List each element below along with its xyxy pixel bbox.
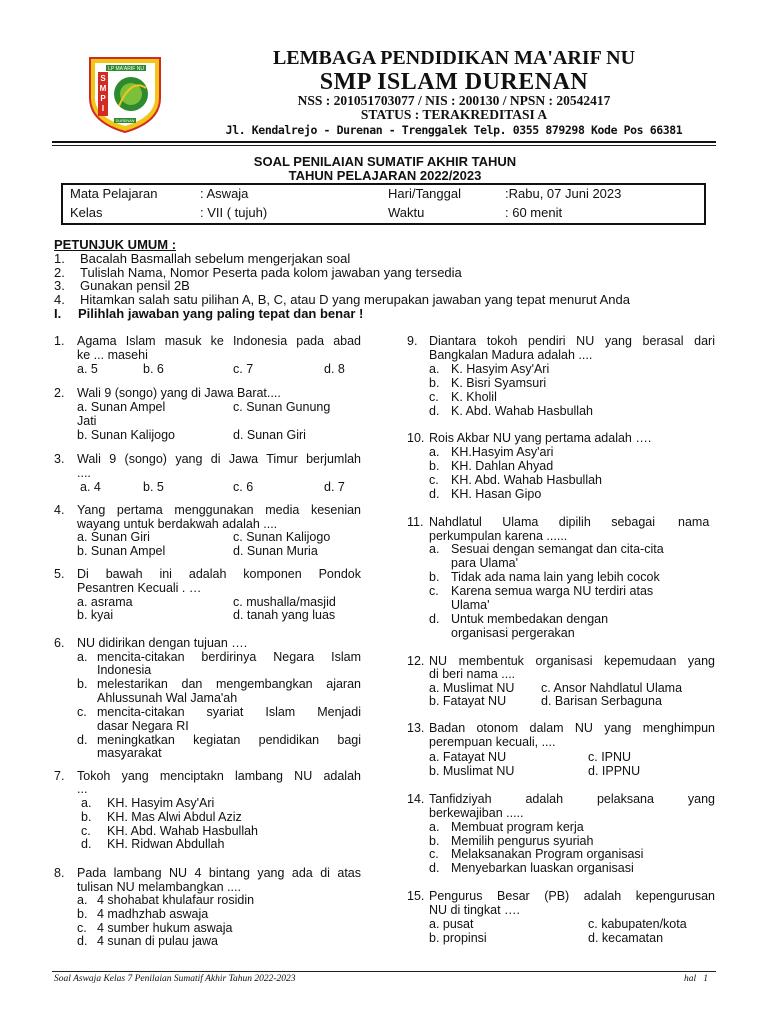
question-4-option-a[interactable]: a. Sunan Giri <box>77 530 150 544</box>
question-14-option-a-key[interactable]: a. <box>429 820 440 834</box>
question-15-option-b[interactable]: b. propinsi <box>429 931 487 945</box>
question-6-number: 6. <box>54 636 65 650</box>
question-6-option-a[interactable]: mencita-citakan berdirinya Negara Islam <box>97 650 361 664</box>
question-5-option-a[interactable]: a. asrama <box>77 595 133 609</box>
question-3-option-b[interactable]: b. 5 <box>143 480 164 494</box>
question-2-text: Wali 9 (songo) yang di Jawa Barat.... <box>77 386 281 400</box>
question-13-option-a[interactable]: a. Fatayat NU <box>429 750 507 764</box>
question-1-number: 1. <box>54 334 65 348</box>
question-13-option-b[interactable]: b. Muslimat NU <box>429 764 515 778</box>
question-9-option-c[interactable]: K. Kholil <box>451 390 497 404</box>
question-15-text-2: NU di tingkat …. <box>429 903 521 917</box>
question-4-number: 4. <box>54 503 65 517</box>
question-7-text-2: ... <box>77 782 88 796</box>
question-2-option-c-cont: Jati <box>77 414 97 428</box>
question-9-text-2: Bangkalan Madura adalah .... <box>429 348 593 362</box>
question-15-number: 15. <box>407 889 425 903</box>
info-value-class: : VII ( tujuh) <box>200 205 268 220</box>
question-3-option-d[interactable]: d. 7 <box>324 480 345 494</box>
question-11-option-c-key[interactable]: c. <box>429 584 439 598</box>
instructions-title: PETUNJUK UMUM : <box>54 237 177 252</box>
question-6-option-a-key[interactable]: a. <box>77 650 88 664</box>
question-11-text-2: perkumpulan karena ...... <box>429 529 568 543</box>
question-3-option-c[interactable]: c. 6 <box>233 480 254 494</box>
question-4-option-b[interactable]: b. Sunan Ampel <box>77 544 166 558</box>
question-9-text: Diantara tokoh pendiri NU yang berasal dari <box>429 334 715 348</box>
question-3-text: Wali 9 (songo) yang di Jawa Timur berjumlah <box>77 452 361 466</box>
question-6-option-d[interactable]: meningkatkan kegiatan pendidikan bagi <box>97 733 361 747</box>
question-9-option-b-key[interactable]: b. <box>429 376 440 390</box>
question-7-option-b[interactable]: KH. Mas Alwi Abdul Aziz <box>107 810 242 824</box>
question-5-option-d[interactable]: d. tanah yang luas <box>233 608 336 622</box>
question-8-option-d[interactable]: 4 sunan di pulau jawa <box>97 934 218 948</box>
question-8-option-c-key[interactable]: c. <box>77 921 87 935</box>
svg-text:DURENAN: DURENAN <box>115 119 135 123</box>
school-ids: NSS : 201051703077 / NIS : 200130 / NPSN : 20542417 <box>297 93 611 108</box>
svg-text:S: S <box>100 74 106 83</box>
instruction-num-4: 4. <box>54 292 65 307</box>
question-11-option-d-cont: organisasi pergerakan <box>451 626 575 640</box>
footer-divider <box>52 971 716 972</box>
question-7-option-d[interactable]: KH. Ridwan Abdullah <box>107 837 225 851</box>
question-9-number: 9. <box>407 334 418 348</box>
svg-text:P: P <box>100 94 106 103</box>
question-1-text-2: ke ... masehi <box>77 348 148 362</box>
question-15-option-d[interactable]: d. kecamatan <box>588 931 664 945</box>
question-12-number: 12. <box>407 654 425 668</box>
question-1-option-d[interactable]: d. 8 <box>324 362 345 376</box>
question-10-option-b[interactable]: KH. Dahlan Ahyad <box>451 459 554 473</box>
question-15-option-a[interactable]: a. pusat <box>429 917 474 931</box>
question-14-text-2: berkewajiban ..... <box>429 806 524 820</box>
question-11-option-a-cont: para Ulama' <box>451 556 518 570</box>
question-10-option-c[interactable]: KH. Abd. Wahab Hasbullah <box>451 473 603 487</box>
question-15-text: Pengurus Besar (PB) adalah kepengurusan <box>429 889 715 903</box>
page-number: hal 1 <box>684 974 709 984</box>
instruction-3: Gunakan pensil 2B <box>80 278 190 293</box>
info-label-date: Hari/Tanggal <box>388 186 461 201</box>
svg-text:LP MA'ARIF NU: LP MA'ARIF NU <box>108 66 144 72</box>
question-3-number: 3. <box>54 452 65 466</box>
question-2-option-b[interactable]: b. Sunan Kalijogo <box>77 428 175 442</box>
question-7-option-c[interactable]: KH. Abd. Wahab Hasbullah <box>107 824 259 838</box>
info-value-time: : 60 menit <box>505 205 563 220</box>
question-8-option-b-key[interactable]: b. <box>77 907 88 921</box>
school-name: SMP ISLAM DURENAN <box>319 69 589 95</box>
question-7-option-c-key[interactable]: c. <box>81 824 91 838</box>
question-5-number: 5. <box>54 567 65 581</box>
question-1-text: Agama Islam masuk ke Indonesia pada abad <box>77 334 361 348</box>
exam-year: TAHUN PELAJARAN 2022/2023 <box>288 168 482 183</box>
question-1-option-a[interactable]: a. 5 <box>77 362 98 376</box>
question-14-option-c[interactable]: Melaksanakan Program organisasi <box>451 847 644 861</box>
question-11-option-a-key[interactable]: a. <box>429 542 440 556</box>
question-5-text: Di bawah ini adalah komponen Pondok <box>77 567 361 581</box>
question-6-option-c[interactable]: mencita-citakan syariat Islam Menjadi <box>97 705 361 719</box>
school-logo <box>86 54 164 134</box>
question-14-option-b[interactable]: Memilih pengurus syuriah <box>451 834 594 848</box>
question-12-option-b[interactable]: b. Fatayat NU <box>429 694 507 708</box>
question-8-option-d-key[interactable]: d. <box>77 934 88 948</box>
question-14-option-a[interactable]: Membuat program kerja <box>451 820 584 834</box>
school-address: Jl. Kendalrejo - Durenan - Trenggalek Telp. 0355 879298 Kode Pos 66381 <box>225 123 683 137</box>
question-14-option-b-key[interactable]: b. <box>429 834 440 848</box>
question-14-text: Tanfidziyah adalah pelaksana yang <box>429 792 715 806</box>
svg-text:I: I <box>101 104 105 113</box>
footer-left: Soal Aswaja Kelas 7 Penilaian Sumatif Akhir Tahun 2022-2023 <box>54 974 296 984</box>
question-6-option-b-cont: Ahlussunah Wal Jama'ah <box>97 691 238 705</box>
question-9-option-a[interactable]: K. Hasyim Asy'Ari <box>451 362 550 376</box>
question-8-text: Pada lambang NU 4 bintang yang ada di atas <box>77 866 361 880</box>
question-11-text: Nahdlatul Ulama dipilih sebagai <box>429 515 655 529</box>
question-6-option-a-cont: Indonesia <box>97 663 152 677</box>
question-7-text: Tokoh yang menciptakn lambang NU adalah <box>77 769 361 783</box>
question-5-option-c[interactable]: c. mushalla/masjid <box>233 595 336 609</box>
question-11-option-d[interactable]: Untuk membedakan dengan <box>451 612 609 626</box>
question-14-number: 14. <box>407 792 425 806</box>
question-6-option-b[interactable]: melestarikan dan mengembangkan ajaran <box>97 677 361 691</box>
question-1-option-c[interactable]: c. 7 <box>233 362 254 376</box>
question-6-option-d-cont: masyarakat <box>97 746 162 760</box>
question-8-option-a[interactable]: 4 shohabat khulafaur rosidin <box>97 893 255 907</box>
instruction-2: Tulislah Nama, Nomor Peserta pada kolom jawaban yang tersedia <box>80 265 462 280</box>
question-10-option-d[interactable]: KH. Hasan Gipo <box>451 487 542 501</box>
header-divider <box>52 141 716 143</box>
info-value-subject: : Aswaja <box>200 186 249 201</box>
question-12-text: NU membentuk organisasi kepemudaan yang <box>429 654 715 668</box>
question-11-option-d-key[interactable]: d. <box>429 612 440 626</box>
question-10-number: 10. <box>407 431 425 445</box>
exam-title: SOAL PENILAIAN SUMATIF AKHIR TAHUN <box>253 154 517 169</box>
question-8-option-a-key[interactable]: a. <box>77 893 88 907</box>
header-divider-thin <box>52 145 716 146</box>
question-2-option-c[interactable]: c. Sunan Gunung <box>233 400 331 414</box>
info-label-time: Waktu <box>388 205 425 220</box>
question-2-option-d[interactable]: d. Sunan Giri <box>233 428 306 442</box>
question-2-option-a[interactable]: a. Sunan Ampel <box>77 400 166 414</box>
question-2-number: 2. <box>54 386 65 400</box>
section-title: Pilihlah jawaban yang paling tepat dan benar ! <box>78 306 364 321</box>
instruction-1: Bacalah Basmallah sebelum mengerjakan soal <box>80 251 351 266</box>
question-13-number: 13. <box>407 721 425 735</box>
question-1-option-b[interactable]: b. 6 <box>143 362 164 376</box>
question-11-text-end: nama <box>678 515 710 529</box>
info-value-date: :Rabu, 07 Juni 2023 <box>505 186 622 201</box>
question-7-number: 7. <box>54 769 65 783</box>
question-7-option-d-key[interactable]: d. <box>81 837 92 851</box>
instruction-4: Hitamkan salah satu pilihan A, B, C, atau D yang merupakan jawaban yang tepat menurut Anda <box>80 292 630 307</box>
question-10-option-c-key[interactable]: c. <box>429 473 439 487</box>
question-9-option-a-key[interactable]: a. <box>429 362 440 376</box>
svg-text:M: M <box>99 84 107 93</box>
question-12-option-a[interactable]: a. Muslimat NU <box>429 681 515 695</box>
question-4-text: Yang pertama menggunakan media kesenian <box>77 503 361 517</box>
question-4-text-2: wayang untuk berdakwah adalah .... <box>77 517 278 531</box>
question-13-text: Badan otonom dalam NU yang menghimpun <box>429 721 715 735</box>
section-number: I. <box>54 306 62 321</box>
instruction-num-2: 2. <box>54 265 65 280</box>
question-6-option-c-key[interactable]: c. <box>77 705 87 719</box>
question-12-text-2: di beri nama .... <box>429 667 516 681</box>
question-11-number: 11. <box>407 515 424 529</box>
instruction-num-1: 1. <box>54 251 65 266</box>
question-5-text-2: Pesantren Kecuali . … <box>77 581 202 595</box>
question-6-option-c-cont: dasar Negara RI <box>97 719 189 733</box>
info-label-subject: Mata Pelajaran <box>70 186 158 201</box>
question-9-option-b[interactable]: K. Bisri Syamsuri <box>451 376 547 390</box>
question-9-option-c-key[interactable]: c. <box>429 390 439 404</box>
question-7-option-b-key[interactable]: b. <box>81 810 92 824</box>
question-11-option-a[interactable]: Sesuai dengan semangat dan cita-cita <box>451 542 664 556</box>
question-14-option-d-key[interactable]: d. <box>429 861 440 875</box>
question-8-number: 8. <box>54 866 65 880</box>
question-3-text-2: .... <box>77 466 91 480</box>
question-7-option-a-key[interactable]: a. <box>81 796 92 810</box>
question-6-option-b-key[interactable]: b. <box>77 677 88 691</box>
question-9-option-d[interactable]: K. Abd. Wahab Hasbullah <box>451 404 593 418</box>
question-7-option-a[interactable]: KH. Hasyim Asy'Ari <box>107 796 215 810</box>
question-12-option-d[interactable]: d. Barisan Serbaguna <box>541 694 662 708</box>
question-10-option-a[interactable]: KH.Hasyim Asy'ari <box>451 445 554 459</box>
question-10-option-a-key[interactable]: a. <box>429 445 440 459</box>
instruction-num-3: 3. <box>54 278 65 293</box>
question-6-text: NU didirikan dengan tujuan …. <box>77 636 248 650</box>
question-13-option-d[interactable]: d. IPPNU <box>588 764 641 778</box>
question-8-option-c[interactable]: 4 sumber hukum aswaja <box>97 921 233 935</box>
question-4-option-c[interactable]: c. Sunan Kalijogo <box>233 530 331 544</box>
question-4-option-d[interactable]: d. Sunan Muria <box>233 544 318 558</box>
question-11-option-c-cont: Ulama' <box>451 598 490 612</box>
question-12-option-c[interactable]: c. Ansor Nahdlatul Ulama <box>541 681 683 695</box>
question-14-option-c-key[interactable]: c. <box>429 847 439 861</box>
question-10-option-d-key[interactable]: d. <box>429 487 440 501</box>
question-8-text-2: tulisan NU melambangkan .... <box>77 880 241 894</box>
question-13-text-2: perempuan kecuali, .... <box>429 735 556 749</box>
question-11-option-b-key[interactable]: b. <box>429 570 440 584</box>
question-8-option-b[interactable]: 4 madhzhab aswaja <box>97 907 209 921</box>
info-label-class: Kelas <box>70 205 103 220</box>
accreditation-status: STATUS : TERAKREDITASI A <box>360 107 548 122</box>
question-14-option-d[interactable]: Menyebarkan luaskan organisasi <box>451 861 634 875</box>
question-5-option-b[interactable]: b. kyai <box>77 608 114 622</box>
question-11-option-b[interactable]: Tidak ada nama lain yang lebih cocok <box>451 570 660 584</box>
question-11-option-c[interactable]: Karena semua warga NU terdiri atas <box>451 584 654 598</box>
question-9-option-d-key[interactable]: d. <box>429 404 440 418</box>
question-10-option-b-key[interactable]: b. <box>429 459 440 473</box>
question-10-text: Rois Akbar NU yang pertama adalah …. <box>429 431 652 445</box>
org-name: LEMBAGA PENDIDIKAN MA'ARIF NU <box>272 47 636 69</box>
question-3-option-a[interactable]: a. 4 <box>80 480 101 494</box>
question-6-option-d-key[interactable]: d. <box>77 733 88 747</box>
question-13-option-c[interactable]: c. IPNU <box>588 750 632 764</box>
question-15-option-c[interactable]: c. kabupaten/kota <box>588 917 687 931</box>
